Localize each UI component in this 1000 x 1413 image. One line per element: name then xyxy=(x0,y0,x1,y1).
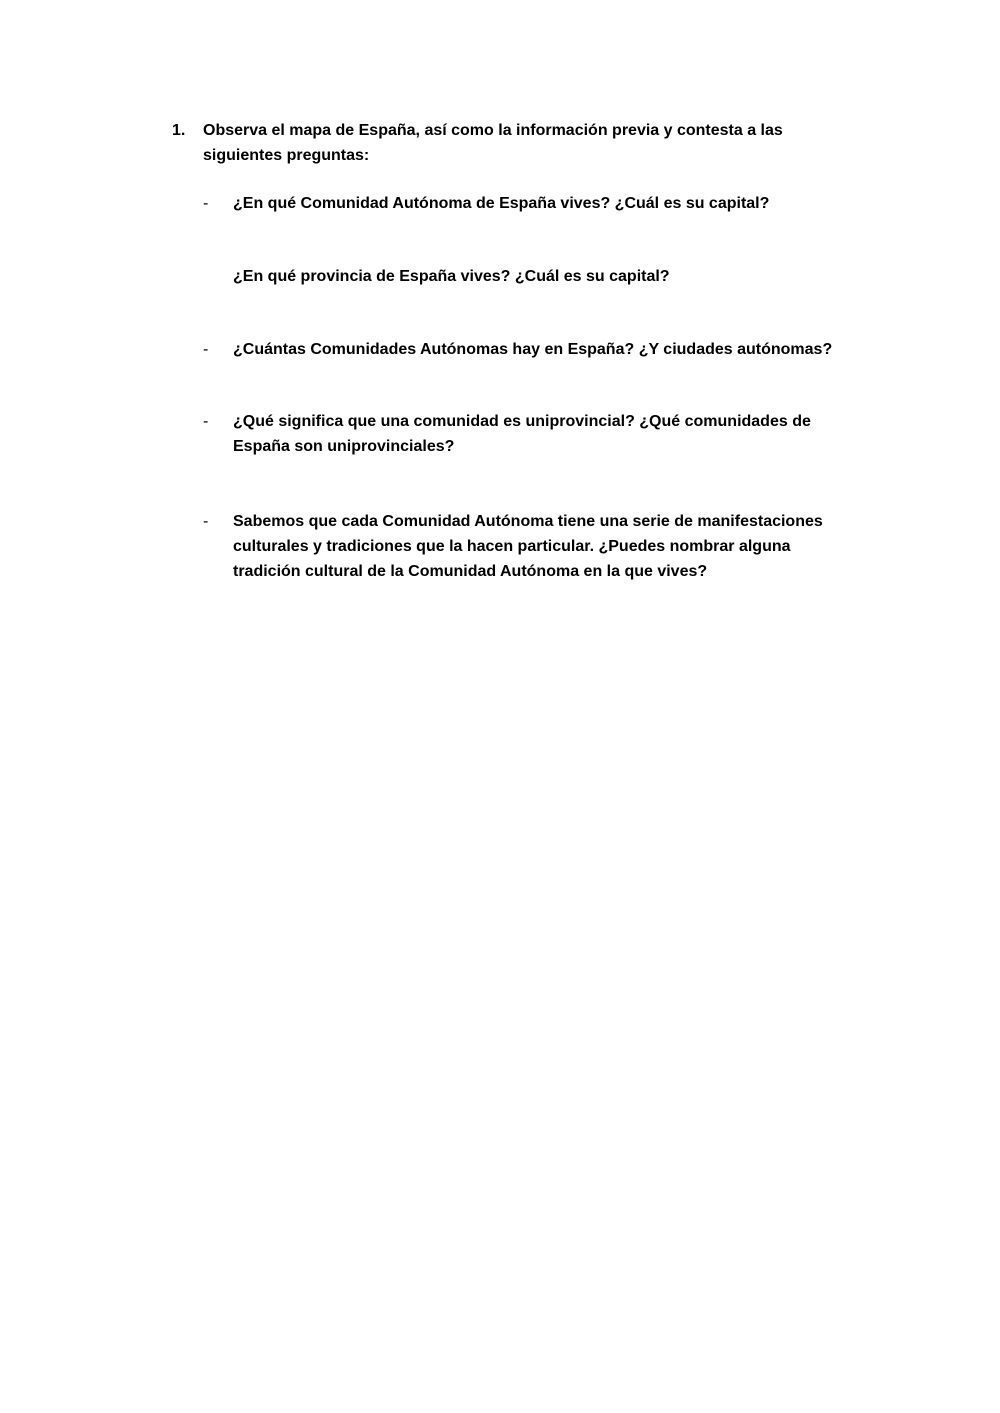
item-bullet: - xyxy=(203,341,209,358)
question-number: 1. xyxy=(172,122,186,139)
question-item-comunidad: ¿En qué Comunidad Autónoma de España vives? ¿Cuál es su capital? xyxy=(233,195,770,212)
question-item-uniprovincial: ¿Qué significa que una comunidad es uniprovincial? ¿Qué comunidades de España son uniprovinciales? xyxy=(233,413,811,455)
question-item-cuantas: ¿Cuántas Comunidades Autónomas hay en España? ¿Y ciudades autónomas? xyxy=(233,341,833,358)
question-instruction: Observa el mapa de España, así como la información previa y contesta a las siguientes preguntas: xyxy=(203,122,783,164)
item-bullet: - xyxy=(203,413,209,430)
item-bullet: - xyxy=(203,513,209,530)
question-item-provincia: ¿En qué provincia de España vives? ¿Cuál es su capital? xyxy=(233,268,670,285)
item-bullet: - xyxy=(203,195,209,212)
question-item-tradicion: Sabemos que cada Comunidad Autónoma tiene una serie de manifestaciones culturales y tradiciones que la hacen particular. ¿Puedes nombrar alguna tradición cultural de la Comunidad Autónoma en la que vives? xyxy=(233,513,823,580)
